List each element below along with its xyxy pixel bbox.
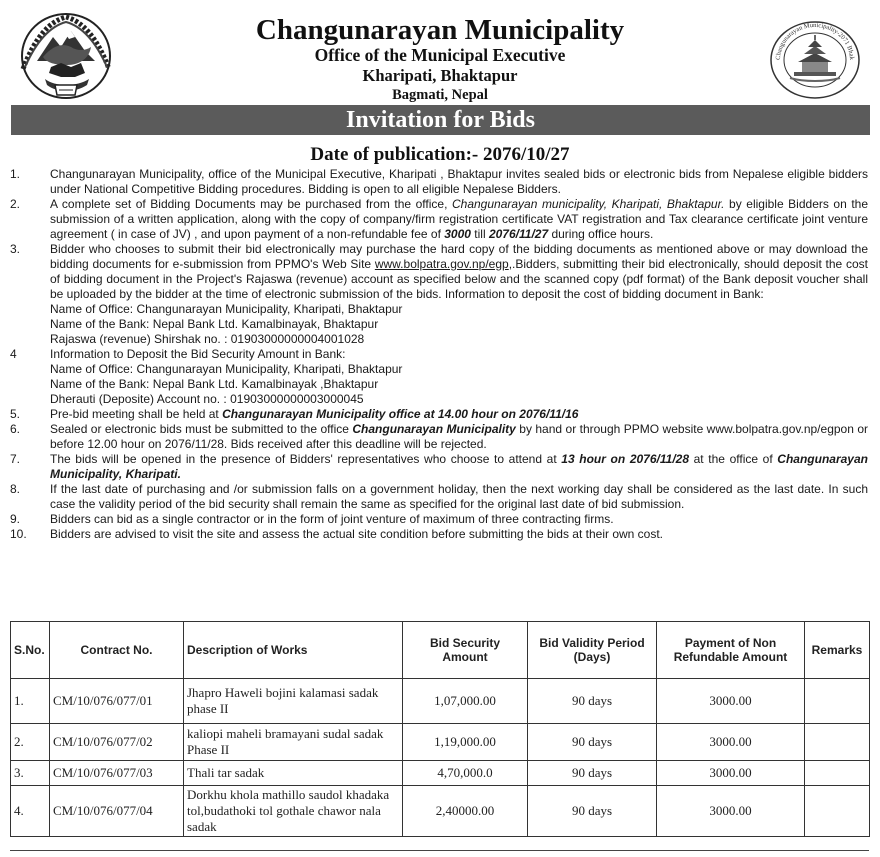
payment-amount: 3000.00 <box>657 724 805 761</box>
notice-item: 7. The bids will be opened in the presence of Bidders' representatives who choose to attend at 13 hour on 2076/11/28 at the office of Changunarayan Municipality, Kharipati. <box>10 452 868 481</box>
bid-validity: 90 days <box>528 679 657 724</box>
table-row: 4. CM/10/076/077/04 Dorkhu khola mathillo saudol khadaka tol,budathoki tol gothale chawor nala sadak 2,40000.00 90 days 3000.00 <box>11 786 870 837</box>
notice-item: 4 Information to Deposit the Bid Security Amount in Bank: <box>10 347 346 361</box>
notice-item: 9. Bidders can bid as a single contractor or in the form of joint venture of maximum of three contracting firms. <box>10 512 614 526</box>
col-bid-validity: Bid Validity Period (Days) <box>528 622 657 679</box>
contract-no: CM/10/076/077/04 <box>50 786 184 837</box>
col-contract-no: Contract No. <box>50 622 184 679</box>
col-sno: S.No. <box>11 622 50 679</box>
contract-no: CM/10/076/077/03 <box>50 761 184 786</box>
deposit-bank-name: Name of the Bank: Nepal Bank Ltd. Kamalbinayak ,Bhaktapur <box>50 377 379 391</box>
municipality-name: Changunarayan Municipality <box>255 14 625 46</box>
remarks <box>805 761 870 786</box>
table-row: 3. CM/10/076/077/03 Thali tar sadak 4,70,000.0 90 days 3000.00 <box>11 761 870 786</box>
office-region: Bagmati, Nepal <box>392 87 488 103</box>
notice-item: 2. A complete set of Bidding Documents may be purchased from the office, Changunarayan municipality, Kharipati, Bhaktapur. by eligible Bidders on the submission of a written application, along with the copy of company/firm registration certificate VAT registration and Tax clearance certificate joint venture agreement ( in case of JV) , and upon payment of a non-refundable fee of 3000 till 2076/11/27 during office hours. <box>10 197 869 241</box>
office-address: Kharipati, Bhaktapur <box>362 66 518 85</box>
col-description: Description of Works <box>184 622 403 679</box>
bank-office-name: Name of Office: Changunarayan Municipality, Kharipati, Bhaktapur <box>50 302 403 316</box>
col-bid-security: Bid Security Amount <box>403 622 528 679</box>
bid-validity: 90 days <box>528 786 657 837</box>
notice-items <box>10 167 868 542</box>
notice-item: 5. Pre-bid meeting shall be held at Changunarayan Municipality office at 14.00 hour on 2076/11/16 <box>10 407 579 421</box>
work-description: Thali tar sadak <box>184 761 403 786</box>
contract-no: CM/10/076/077/01 <box>50 679 184 724</box>
notice-item: 3. Bidder who chooses to submit their bid electronically may purchase the hard copy of the bidding documents as mentioned above or may download the bidding documents for e-submission from PPMO's Web Site www.bolpatra.gov.np/egp,.Bidders, submitting their bid electronically, should deposit the cost of bidding document in the Project's Rajaswa (revenue) account as specified below and the scanned copy (pdf format) of the Bank deposit voucher shall be uploaded by the bidder at the time of electronic submission of the bids. Information to deposit the cost of bidding document in Bank: <box>10 242 868 301</box>
bolpatra-link[interactable]: www.bolpatra.gov.np/egp <box>374 257 509 271</box>
notice-item: 8. If the last date of purchasing and /or submission falls on a government holiday, then the next working day shall be considered as the last date. In such case the validity period of the bid security shall remain the same as specified for the original last date of bid submission. <box>10 482 868 511</box>
deposit-account: Dherauti (Deposite) Account no. : 01903000000003000045 <box>50 392 364 406</box>
table-header-row <box>11 622 870 679</box>
payment-amount: 3000.00 <box>657 786 805 837</box>
bids-table <box>10 621 870 837</box>
remarks <box>805 786 870 837</box>
payment-amount: 3000.00 <box>657 761 805 786</box>
notice-item: 6. Sealed or electronic bids must be submitted to the office Changunarayan Municipality by hand or through PPMO website www.bolpatra.gov.np/egpon or before 12.00 hour on 2076/11/28. Bids received after this deadline will be rejected. <box>10 422 868 451</box>
table-row: 2. CM/10/076/077/02 kaliopi maheli bramayani sudal sadak Phase II 1,19,000.00 90 days 3000.00 <box>11 724 870 761</box>
deposit-office-name: Name of Office: Changunarayan Municipality, Kharipati, Bhaktapur <box>50 362 403 376</box>
seal-text: Changunarayan Municipality-2071 Bhak <box>774 21 856 61</box>
work-description: Dorkhu khola mathillo saudol khadaka tol,budathoki tol gothale chawor nala sadak <box>184 786 403 837</box>
bid-validity: 90 days <box>528 761 657 786</box>
work-description: kaliopi maheli bramayani sudal sadak Phase II <box>184 724 403 761</box>
publication-date: Date of publication:- 2076/10/27 <box>310 144 570 165</box>
revenue-account: Rajaswa (revenue) Shirshak no. : 01903000000004001028 <box>50 332 365 346</box>
bottom-rule <box>10 850 869 851</box>
nepal-emblem-icon <box>15 7 117 103</box>
notice-item: 1. Changunarayan Municipality, office of the Municipal Executive, Kharipati , Bhaktapur invites sealed bids or electronic bids from Nepalese eligible bidders under National Competitive Bidding procedures. Bidding is open to all eligible Nepalese Bidders. <box>10 167 868 196</box>
table-row: 1. CM/10/076/077/01 Jhapro Haweli bojini kalamasi sadak phase II 1,07,000.00 90 days 3000.00 <box>11 679 870 724</box>
bid-security: 1,07,000.00 <box>403 679 528 724</box>
work-description: Jhapro Haweli bojini kalamasi sadak phase II <box>184 679 403 724</box>
bid-validity: 90 days <box>528 724 657 761</box>
office-name: Office of the Municipal Executive <box>314 45 566 65</box>
bid-security: 2,40000.00 <box>403 786 528 837</box>
notice-item: 10. Bidders are advised to visit the site and assess the actual site condition before submitting the bids at their own cost. <box>10 527 664 541</box>
contract-no: CM/10/076/077/02 <box>50 724 184 761</box>
bid-security: 4,70,000.0 <box>403 761 528 786</box>
col-payment: Payment of Non Refundable Amount <box>657 622 805 679</box>
bank-name: Name of the Bank: Nepal Bank Ltd. Kamalbinayak, Bhaktapur <box>50 317 379 331</box>
municipality-seal-icon <box>768 20 862 100</box>
invitation-banner: Invitation for Bids <box>11 105 870 135</box>
remarks <box>805 724 870 761</box>
col-remarks: Remarks <box>805 622 870 679</box>
remarks <box>805 679 870 724</box>
bid-security: 1,19,000.00 <box>403 724 528 761</box>
payment-amount: 3000.00 <box>657 679 805 724</box>
